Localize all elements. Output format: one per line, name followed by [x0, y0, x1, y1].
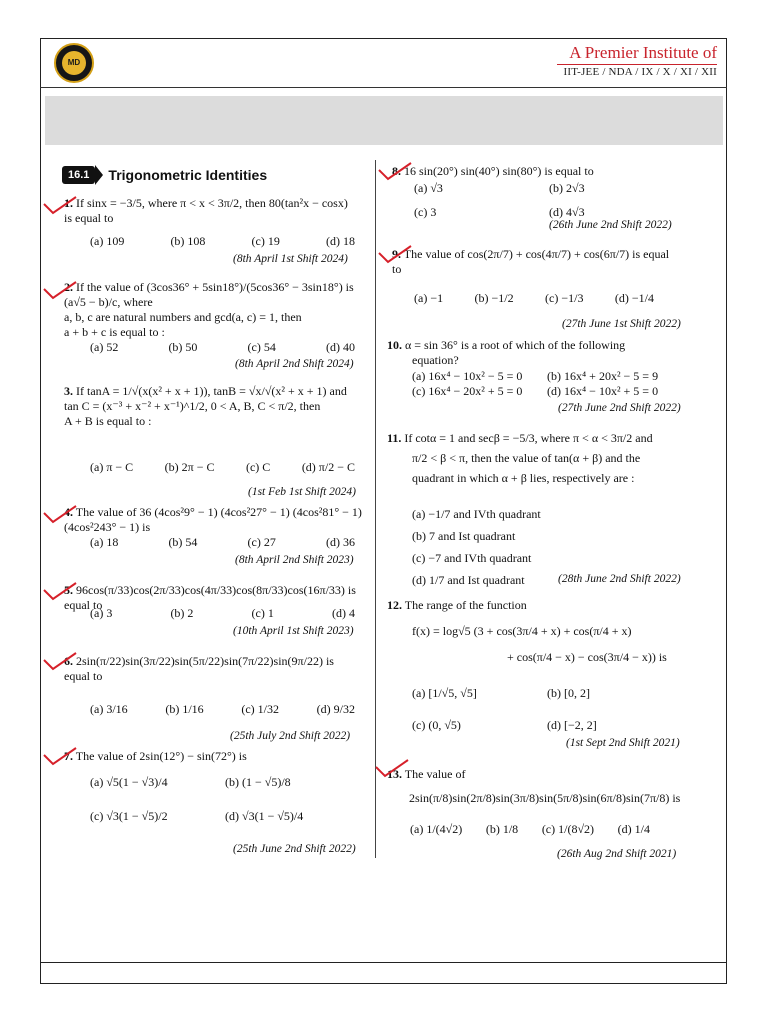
- question-number: 7.: [64, 749, 73, 763]
- option-c: (c) −7 and IVth quadrant: [412, 551, 532, 565]
- question-text: If the value of (3cos36° + 5sin18°)/(5cos36° − 3sin18°) is (a√5 − b)/c, where: [64, 280, 354, 309]
- option-c: (c) 16x⁴ − 20x² + 5 = 0: [412, 384, 523, 398]
- question-text-cont: a, b, c are natural numbers and gcd(a, c) = 1, then: [64, 310, 302, 324]
- institute-tagline: A Premier Institute of: [569, 43, 717, 62]
- question-text: 16 sin(20°) sin(40°) sin(80°) is equal to: [404, 164, 594, 178]
- question-number: 3.: [64, 384, 73, 398]
- option-a: (a) 18: [90, 535, 119, 549]
- option-b: (b) 50: [168, 340, 198, 354]
- options-9: [414, 291, 654, 306]
- option-a: (a) −1: [414, 291, 444, 305]
- source-5: (10th April 1st Shift 2023): [233, 625, 354, 637]
- question-number: 1.: [64, 196, 73, 210]
- question-text: The value of 36 (4cos²9° − 1) (4cos²27° − 1) (4cos²81° − 1): [75, 505, 362, 519]
- option-b: (b) 2π − C: [164, 460, 215, 474]
- option-b: (b) 108: [170, 234, 206, 248]
- option-d: (d) [−2, 2]: [547, 718, 597, 732]
- options-10: [412, 369, 712, 399]
- source-11: (28th June 2nd Shift 2022): [558, 573, 681, 585]
- source-4: (8th April 2nd Shift 2023): [235, 554, 354, 566]
- question-4: [64, 505, 369, 535]
- option-b: (b) 7 and Ist quadrant: [412, 529, 516, 543]
- question-text: If tanA = 1/√(x(x² + x + 1)), tanB = √x/√(x² + x + 1) and: [76, 384, 347, 398]
- option-b: (b) (1 − √5)/8: [225, 775, 291, 789]
- question-number: 13.: [387, 767, 402, 781]
- red-tick-icon: [375, 160, 415, 182]
- question-number: 10.: [387, 338, 402, 352]
- question-text-cont: equal to: [64, 669, 103, 683]
- options-1: [90, 234, 355, 249]
- option-b: (b) 2: [170, 606, 194, 620]
- question-text: The value of 2sin(12°) − sin(72°) is: [75, 749, 247, 763]
- chapter-title: Trigonometric Identities: [108, 167, 268, 183]
- option-c: (c) (0, √5): [412, 718, 461, 732]
- source-6: (25th July 2nd Shift 2022): [230, 730, 351, 742]
- logo-emblem: MD: [62, 51, 86, 75]
- question-12: [387, 592, 712, 670]
- question-2: [64, 280, 369, 340]
- question-text-cont: to: [392, 262, 402, 276]
- red-tick-icon: [40, 503, 80, 525]
- red-tick-icon: [40, 580, 80, 602]
- question-7: [64, 749, 369, 764]
- question-text-cont: 2sin(π/8)sin(2π/8)sin(3π/8)sin(5π/8)sin(6π/8)sin(7π/8) is: [409, 791, 681, 805]
- grey-banner: [45, 96, 723, 145]
- source-12: (1st Sept 2nd Shift 2021): [566, 737, 680, 749]
- red-tick-icon: [40, 194, 80, 216]
- option-d: (d) 4√3: [549, 205, 585, 219]
- option-c: (c) −1/3: [545, 291, 584, 305]
- option-d: (d) 4: [331, 606, 355, 620]
- question-number: 8.: [392, 164, 401, 178]
- question-number: 5.: [64, 583, 73, 597]
- source-13: (26th Aug 2nd Shift 2021): [557, 848, 677, 860]
- option-d: (d) 18: [325, 234, 355, 248]
- option-a: (a) 3: [90, 606, 113, 620]
- option-a: (a) 3/16: [90, 702, 128, 716]
- option-c: (c) 1: [251, 606, 274, 620]
- option-d: (d) 40: [325, 340, 355, 354]
- question-1: [64, 196, 369, 226]
- option-c: (c) 27: [247, 535, 276, 549]
- option-c: (c) 3: [414, 205, 437, 219]
- option-d: (d) √3(1 − √5)/4: [225, 809, 304, 823]
- question-text-cont: is equal to: [64, 211, 114, 225]
- question-number: 12.: [387, 598, 402, 612]
- option-a: (a) π − C: [90, 460, 134, 474]
- option-a: (a) √3: [414, 181, 443, 195]
- source-2: (8th April 2nd Shift 2024): [235, 358, 354, 370]
- source-8: (26th June 2nd Shift 2022): [549, 219, 672, 231]
- option-a: (a) 52: [90, 340, 119, 354]
- question-8: [392, 164, 712, 179]
- option-a: (a) −1/7 and IVth quadrant: [412, 507, 541, 521]
- question-text-cont: tan C = (x⁻³ + x⁻² + x⁻¹)^1/2, 0 < A, B, C < π/2, then: [64, 399, 321, 413]
- option-c: (c) 19: [251, 234, 280, 248]
- question-text: α = sin 36° is a root of which of the following: [405, 338, 626, 352]
- option-c: (c) √3(1 − √5)/2: [90, 809, 168, 823]
- red-tick-icon: [40, 650, 80, 672]
- question-text-cont: f(x) = log√5 (3 + cos(3π/4 + x) + cos(π/4 + x): [412, 624, 632, 638]
- question-text: The range of the function: [404, 598, 527, 612]
- option-b: (b) −1/2: [474, 291, 514, 305]
- question-text: If cotα = 1 and secβ = −5/3, where π < α < 3π/2 and: [404, 431, 653, 445]
- question-text: The value of: [404, 767, 466, 781]
- option-b: (b) 1/16: [165, 702, 204, 716]
- question-number: 4.: [64, 505, 73, 519]
- option-d: (d) 1/7 and Ist quadrant: [412, 573, 525, 587]
- question-text: 96cos(π/33)cos(2π/33)cos(4π/33)cos(8π/33)cos(16π/33) is equal to: [64, 583, 356, 612]
- source-1: (8th April 1st Shift 2024): [233, 253, 348, 265]
- question-text: The value of cos(2π/7) + cos(4π/7) + cos(6π/7) is equal: [403, 247, 670, 261]
- question-13: [387, 762, 712, 810]
- option-c: (c) 54: [247, 340, 276, 354]
- chapter-heading: [62, 164, 267, 186]
- question-text-cont: + cos(π/4 − x) − cos(3π/4 − x)) is: [507, 650, 667, 664]
- question-10: [387, 338, 712, 368]
- options-13: [410, 822, 650, 837]
- option-a: (a) 1/(4√2): [410, 822, 463, 836]
- question-text-cont: equation?: [412, 353, 459, 367]
- course-list: IIT-JEE / NDA / IX / X / XI / XII: [563, 66, 717, 78]
- option-d: (d) π/2 − C: [301, 460, 355, 474]
- red-tick-icon: [40, 279, 80, 301]
- question-9: [392, 247, 712, 277]
- option-d: (d) 36: [325, 535, 355, 549]
- option-d: (d) 1/4: [617, 822, 650, 836]
- question-text-cont: (4cos²243° − 1) is: [64, 520, 151, 534]
- options-6: [90, 702, 355, 717]
- question-number: 9.: [392, 247, 401, 261]
- question-text-cont: a + b + c is equal to :: [64, 325, 165, 339]
- option-a: (a) 16x⁴ − 10x² − 5 = 0: [412, 369, 523, 383]
- option-a: (a) [1/√5, √5]: [412, 686, 477, 700]
- options-5: [90, 606, 355, 621]
- question-text-cont: quadrant in which α + β lies, respectively are :: [412, 471, 635, 485]
- option-b: (b) 1/8: [485, 822, 519, 836]
- red-tick-icon: [40, 745, 80, 767]
- option-c: (c) C: [245, 460, 271, 474]
- source-3: (1st Feb 1st Shift 2024): [248, 486, 356, 498]
- source-9: (27th June 1st Shift 2022): [562, 318, 681, 330]
- question-text-cont: π/2 < β < π, then the value of tan(α + β) and the: [412, 451, 641, 465]
- footer-rule: [40, 962, 727, 963]
- option-b: (b) 16x⁴ + 20x² − 5 = 9: [547, 369, 659, 383]
- option-b: (b) 54: [168, 535, 198, 549]
- question-text: If sinx = −3/5, where π < x < 3π/2, then 80(tan²x − cosx): [76, 196, 348, 210]
- source-7: (25th June 2nd Shift 2022): [233, 843, 356, 855]
- red-tick-icon: [375, 243, 415, 265]
- question-number: 2.: [64, 280, 73, 294]
- tagline-underline: [557, 64, 717, 65]
- option-c: (c) 1/32: [241, 702, 279, 716]
- red-tick-icon: [372, 757, 412, 779]
- options-3: [90, 460, 355, 475]
- option-b: (b) 2√3: [549, 181, 585, 195]
- options-2: [90, 340, 355, 355]
- option-d: (d) 9/32: [316, 702, 355, 716]
- option-c: (c) 1/(8√2): [541, 822, 595, 836]
- options-12: [412, 686, 712, 733]
- option-d: (d) −1/4: [614, 291, 654, 305]
- chapter-number: 16.1: [62, 166, 95, 184]
- question-text: 2sin(π/22)sin(3π/22)sin(5π/22)sin(7π/22)sin(9π/22) is: [76, 654, 334, 668]
- options-7: [90, 775, 360, 824]
- source-10: (27th June 2nd Shift 2022): [558, 402, 681, 414]
- institute-logo: [54, 43, 94, 83]
- question-6: [64, 654, 369, 684]
- question-text-cont: A + B is equal to :: [64, 414, 152, 428]
- option-b: (b) [0, 2]: [547, 686, 590, 700]
- question-number: 11.: [387, 431, 402, 445]
- question-3: [64, 384, 369, 429]
- options-8: [414, 181, 704, 220]
- chapter-arrow-icon: [95, 165, 103, 185]
- option-d: (d) 16x⁴ − 10x² + 5 = 0: [547, 384, 659, 398]
- options-4: [90, 535, 355, 550]
- option-a: (a) 109: [90, 234, 125, 248]
- question-11: [387, 428, 712, 488]
- question-number: 6.: [64, 654, 73, 668]
- option-a: (a) √5(1 − √3)/4: [90, 775, 168, 789]
